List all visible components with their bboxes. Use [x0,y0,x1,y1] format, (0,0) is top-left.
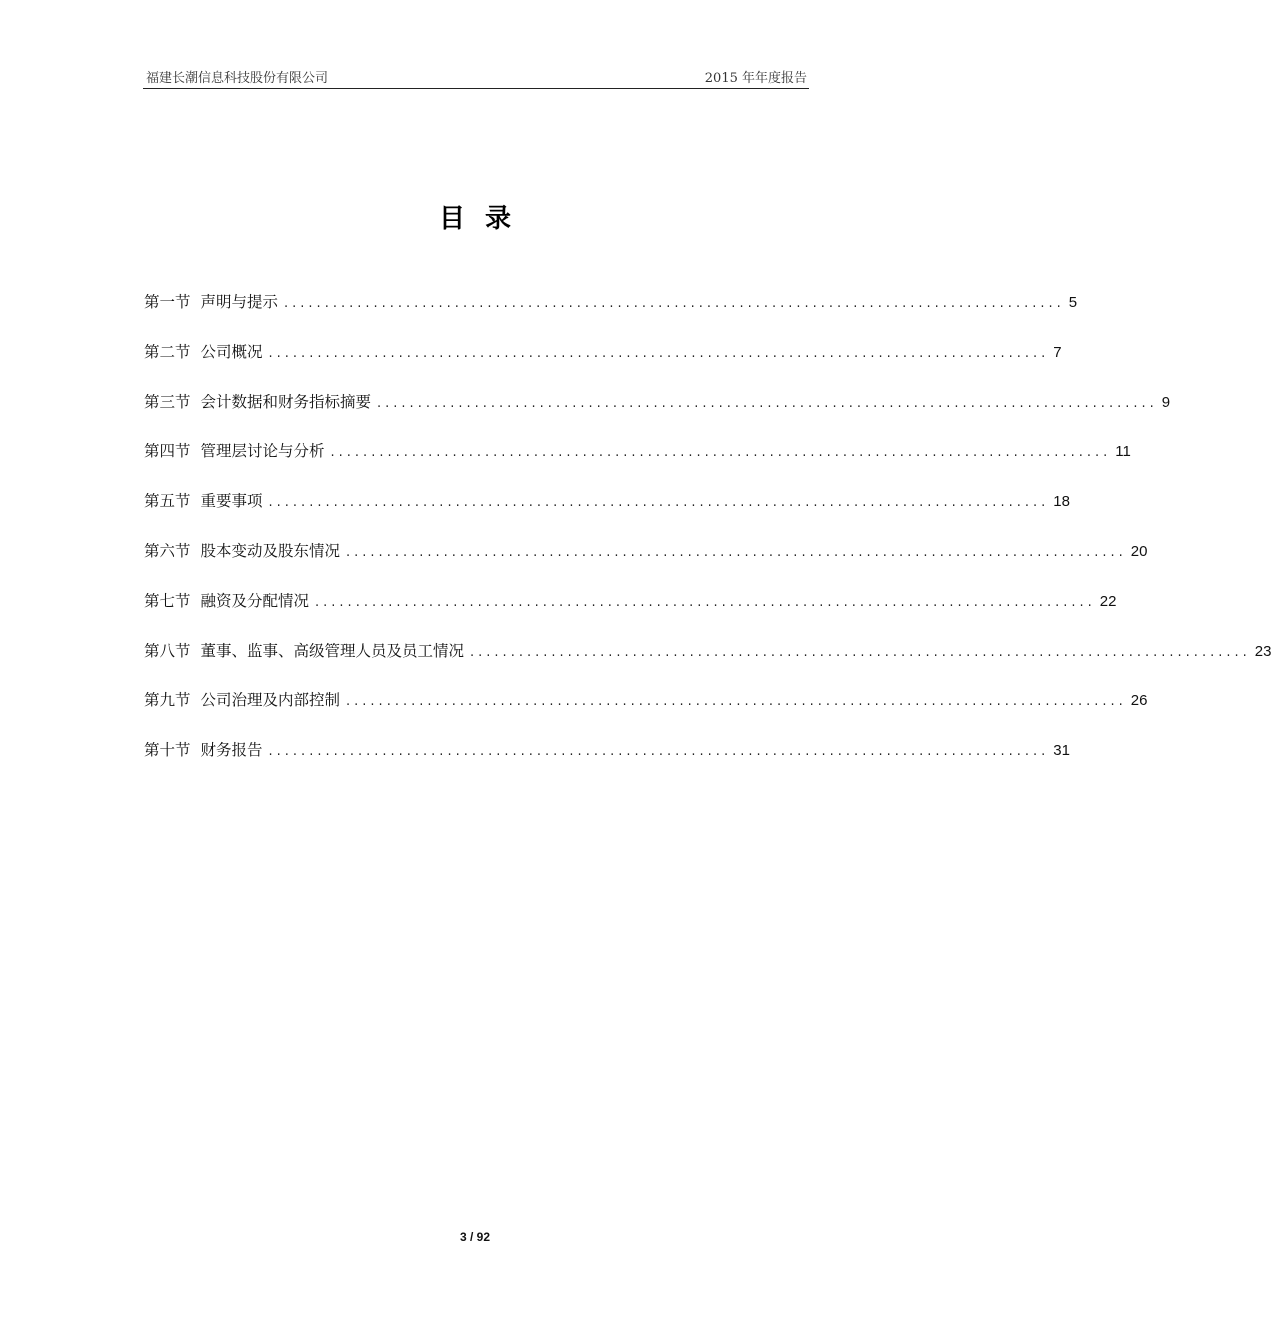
toc-page-number: 22 [1099,592,1117,610]
toc-entry[interactable] [144,639,1271,689]
toc-title: 目录 [438,204,531,234]
toc-section-number: 第二节 [144,342,191,361]
page-number: 3 / 92 [459,1230,491,1244]
toc-section-number: 第六节 [144,541,191,560]
toc-section-title: 会计数据和财务指标摘要 [200,392,372,411]
toc-dot-leader: ................................................................................................ [268,495,1050,511]
toc-dot-leader: ................................................................................................ [377,395,1158,411]
toc-dot-leader: ................................................................................................ [268,744,1050,760]
toc-section-number: 第八节 [144,641,191,660]
toc-entry[interactable] [144,539,1148,589]
toc-page-number: 5 [1068,294,1078,311]
toc-entry[interactable] [144,688,1148,738]
toc-dot-leader: ................................................................................................ [346,694,1127,710]
toc-page-number: 11 [1115,443,1131,461]
toc-section-title: 公司概况 [200,342,263,361]
toc-page-number: 31 [1053,742,1070,760]
toc-page-number: 7 [1053,343,1062,361]
page-header [143,66,809,89]
toc-entry[interactable] [144,589,1117,639]
toc-entry[interactable] [144,738,1070,788]
toc-entry[interactable] [144,439,1131,489]
header-report-title: 2015 年年度报告 [704,71,807,86]
toc-page-number: 26 [1130,692,1148,710]
toc-section-title: 公司治理及内部控制 [200,691,341,710]
toc-section-title: 董事、监事、高级管理人员及员工情况 [200,641,465,660]
toc-dot-leader: ................................................................................................ [268,345,1050,361]
toc-entry[interactable] [144,340,1062,390]
toc-page-number: 20 [1130,542,1148,560]
toc-section-number: 第十节 [144,741,191,760]
toc-section-number: 第四节 [144,442,191,461]
toc-section-title: 财务报告 [200,741,263,760]
toc-entry[interactable] [144,489,1070,539]
toc-dot-leader: ................................................................................................ [284,296,1065,311]
toc-section-number: 第五节 [144,492,191,511]
toc-section-title: 股本变动及股东情况 [200,541,341,560]
table-of-contents [144,290,1271,788]
toc-page-number: 9 [1161,393,1171,411]
toc-section-title: 融资及分配情况 [200,591,310,610]
toc-section-number: 第九节 [144,691,191,710]
toc-dot-leader: ................................................................................................ [346,544,1127,560]
toc-section-number: 第三节 [144,392,191,411]
toc-section-title: 声明与提示 [200,293,279,311]
toc-entry[interactable] [144,290,1078,340]
toc-section-title: 重要事项 [200,492,263,511]
header-company-name: 福建长潮信息科技股份有限公司 [146,71,329,86]
toc-dot-leader: ................................................................................................ [330,445,1112,461]
toc-section-number: 第七节 [144,591,191,610]
toc-section-title: 管理层讨论与分析 [200,442,325,461]
toc-section-number: 第一节 [144,293,191,311]
toc-page-number: 23 [1254,642,1271,660]
toc-entry[interactable] [144,390,1171,440]
toc-dot-leader: ................................................................................................ [470,644,1251,660]
toc-page-number: 18 [1053,493,1070,511]
toc-dot-leader: ................................................................................................ [315,594,1096,610]
